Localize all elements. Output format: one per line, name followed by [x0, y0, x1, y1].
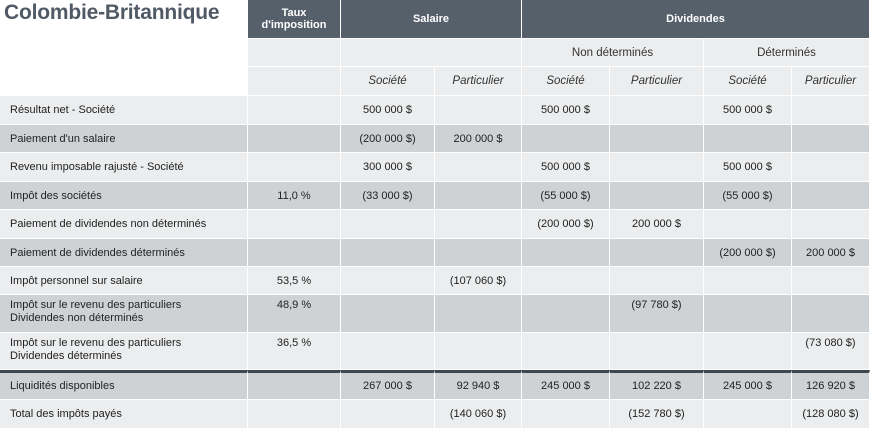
value-cell: 200 000 $	[435, 125, 522, 153]
value-cell	[792, 295, 870, 333]
table-row	[0, 333, 870, 370]
value-cell: 500 000 $	[704, 96, 792, 125]
value-cell: (107 060 $)	[435, 267, 522, 295]
non-eligible-header: Non déterminés	[522, 39, 704, 67]
value-cell: (152 780 $)	[610, 400, 704, 429]
eligible-company-header: Société	[704, 67, 792, 96]
value-cell: (73 080 $)	[792, 333, 870, 370]
rate-cell	[248, 210, 341, 239]
value-cell	[522, 239, 610, 267]
value-cell	[435, 182, 522, 210]
value-cell	[341, 400, 435, 429]
value-cell	[610, 239, 704, 267]
row-label-line-2: Dividendes déterminés	[10, 350, 122, 362]
value-cell: (200 000 $)	[704, 239, 792, 267]
value-cell: (97 780 $)	[610, 295, 704, 333]
value-cell	[610, 153, 704, 182]
value-cell	[610, 333, 704, 370]
rate-cell	[248, 125, 341, 153]
value-cell: (140 060 $)	[435, 400, 522, 429]
value-cell: 267 000 $	[341, 370, 435, 400]
salary-company-header: Société	[341, 67, 435, 96]
row-label: Impôt des sociétés	[0, 182, 248, 210]
row-label: Paiement d'un salaire	[0, 125, 248, 153]
value-cell	[341, 210, 435, 239]
non-eligible-individual-header: Particulier	[610, 67, 704, 96]
table-row	[0, 96, 870, 125]
value-cell	[435, 153, 522, 182]
row-label: Résultat net - Société	[0, 96, 248, 125]
table-row	[0, 210, 870, 239]
value-cell: 245 000 $	[522, 370, 610, 400]
value-cell	[522, 333, 610, 370]
value-cell: 126 920 $	[792, 370, 870, 400]
value-cell	[792, 96, 870, 125]
value-cell: 200 000 $	[610, 210, 704, 239]
table-row	[0, 239, 870, 267]
table-row	[0, 267, 870, 295]
value-cell: 102 220 $	[610, 370, 704, 400]
value-cell	[610, 125, 704, 153]
rate-cell	[248, 153, 341, 182]
row-label: Impôt personnel sur salaire	[0, 267, 248, 295]
rate-header: Taux d'imposition	[248, 0, 341, 39]
value-cell	[522, 125, 610, 153]
dividends-header: Dividendes	[522, 0, 870, 39]
table-row	[0, 370, 870, 400]
value-cell: 200 000 $	[792, 239, 870, 267]
non-eligible-company-header: Société	[522, 67, 610, 96]
value-cell	[704, 267, 792, 295]
row-label: Paiement de dividendes déterminés	[0, 239, 248, 267]
value-cell	[610, 267, 704, 295]
eligible-individual-header: Particulier	[792, 67, 870, 96]
rate-cell: 36,5 %	[248, 333, 341, 370]
value-cell: 92 940 $	[435, 370, 522, 400]
row-label	[0, 333, 248, 370]
value-cell	[792, 153, 870, 182]
value-cell	[341, 267, 435, 295]
value-cell	[435, 333, 522, 370]
value-cell: 245 000 $	[704, 370, 792, 400]
value-cell	[610, 96, 704, 125]
eligible-header: Déterminés	[704, 39, 870, 67]
value-cell	[435, 210, 522, 239]
value-cell	[435, 239, 522, 267]
value-cell	[792, 210, 870, 239]
table-row	[0, 125, 870, 153]
value-cell: (200 000 $)	[522, 210, 610, 239]
value-cell	[435, 295, 522, 333]
rate-cell	[248, 370, 341, 400]
value-cell	[522, 400, 610, 429]
value-cell	[792, 182, 870, 210]
value-cell	[704, 400, 792, 429]
row-label	[0, 295, 248, 333]
value-cell: (55 000 $)	[704, 182, 792, 210]
value-cell: 300 000 $	[341, 153, 435, 182]
rate-cell: 53,5 %	[248, 267, 341, 295]
value-cell	[704, 125, 792, 153]
row-label: Total des impôts payés	[0, 400, 248, 429]
value-cell	[522, 267, 610, 295]
value-cell: 500 000 $	[522, 153, 610, 182]
value-cell	[341, 239, 435, 267]
rate-cell: 11,0 %	[248, 182, 341, 210]
value-cell: 500 000 $	[341, 96, 435, 125]
value-cell	[704, 295, 792, 333]
salary-individual-header: Particulier	[435, 67, 522, 96]
table-row	[0, 182, 870, 210]
value-cell: (128 080 $)	[792, 400, 870, 429]
value-cell	[792, 125, 870, 153]
rate-cell	[248, 96, 341, 125]
value-cell	[704, 210, 792, 239]
row-label-line-2: Dividendes non déterminés	[10, 312, 144, 324]
value-cell	[610, 182, 704, 210]
table-row	[0, 153, 870, 182]
row-label: Revenu imposable rajusté - Société	[0, 153, 248, 182]
value-cell	[341, 295, 435, 333]
value-cell: 500 000 $	[522, 96, 610, 125]
table-row	[0, 400, 870, 429]
table-row	[0, 295, 870, 333]
value-cell: (200 000 $)	[341, 125, 435, 153]
value-cell	[704, 333, 792, 370]
page-title: Colombie-Britannique	[4, 1, 220, 24]
row-label-line-1: Impôt sur le revenu des particuliers	[10, 299, 182, 311]
value-cell: (33 000 $)	[341, 182, 435, 210]
row-label: Paiement de dividendes non déterminés	[0, 210, 248, 239]
value-cell	[522, 295, 610, 333]
rate-cell: 48,9 %	[248, 295, 341, 333]
salary-header: Salaire	[341, 0, 522, 39]
rate-cell	[248, 239, 341, 267]
row-label: Liquidités disponibles	[0, 370, 248, 400]
value-cell: (55 000 $)	[522, 182, 610, 210]
value-cell	[435, 96, 522, 125]
value-cell: 500 000 $	[704, 153, 792, 182]
rate-cell	[248, 400, 341, 429]
value-cell	[341, 333, 435, 370]
row-label-line-1: Impôt sur le revenu des particuliers	[10, 337, 182, 349]
value-cell	[792, 267, 870, 295]
